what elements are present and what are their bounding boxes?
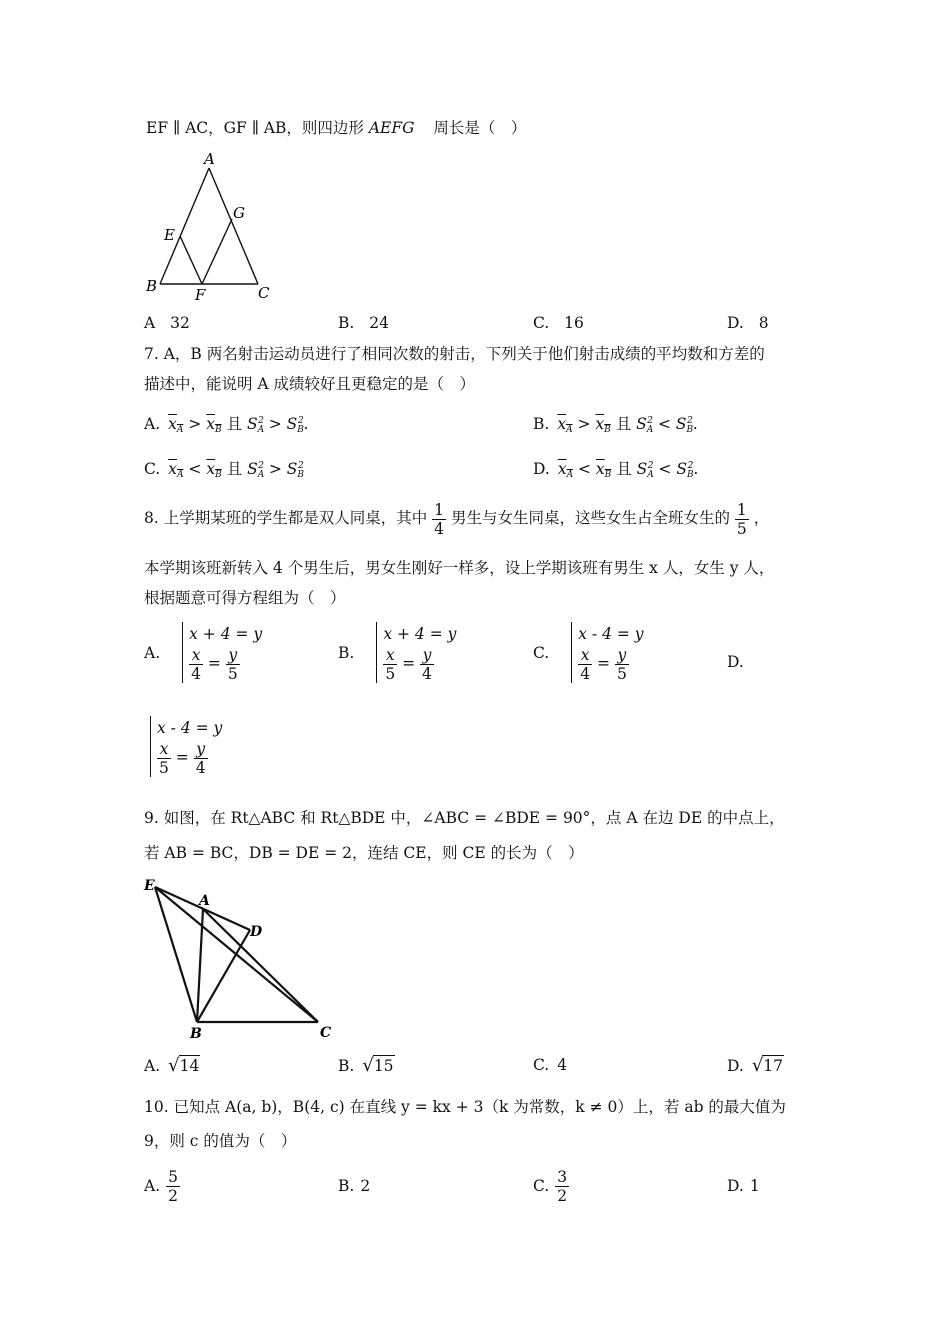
fraction-left <box>157 740 171 777</box>
fraction-numerator: y <box>194 740 208 759</box>
option-label: D. <box>727 1177 744 1195</box>
q8-text-part1: 8. 上学期某班的学生都是双人同桌，其中 <box>144 509 428 527</box>
q6-stem-condition: EF ∥ AC，GF ∥ AB，则四边形 <box>146 119 364 137</box>
comparison-sign: < <box>653 460 677 478</box>
fraction-right <box>226 646 240 683</box>
superscript-square: 2 <box>647 461 654 471</box>
q10-line1: 10. 已知点 A(a, b)，B(4, c) 在直线 y = kx + 3（k 为常数，k ≠ 0）上，若 ab 的最大值为 <box>144 1098 786 1116</box>
option-label: A. <box>144 1177 161 1195</box>
conjunction: 且 <box>610 415 637 433</box>
fig9-label-a: A <box>199 893 210 909</box>
superscript-square: 2 <box>687 461 694 471</box>
equation-one: x - 4 = y <box>157 719 223 737</box>
fig6-label-a: A <box>204 150 215 168</box>
option-value <box>362 1057 394 1075</box>
q8-line3: 根据题意可得方程组为（ ） <box>144 589 346 607</box>
subscript-b: B <box>686 470 694 480</box>
subscript-a: A <box>176 425 184 435</box>
option-label: B. <box>338 314 355 332</box>
radical-icon: √ <box>751 1055 764 1076</box>
option-value <box>168 1057 200 1075</box>
option-label: C. <box>533 1177 550 1195</box>
subscript-a: A <box>257 470 265 480</box>
option-label: D. <box>533 460 550 478</box>
subscript-b: B <box>297 425 304 435</box>
superscript-square: 2 <box>687 416 693 426</box>
option-label: B. <box>338 1057 355 1075</box>
radical-icon: √ <box>168 1055 180 1076</box>
fraction-right <box>194 740 208 777</box>
fraction-denominator: 5 <box>227 665 238 683</box>
fraction-denominator: 5 <box>159 759 169 777</box>
fraction-denominator: 2 <box>168 1186 178 1205</box>
q10-option-d[interactable] <box>727 1164 760 1208</box>
fraction-left <box>578 646 592 683</box>
option-label: A. <box>144 1057 161 1075</box>
fraction-numerator: y <box>420 646 434 665</box>
mean-a-symbol: $x_A$ <box>557 460 574 480</box>
subscript-a: A <box>257 425 265 435</box>
option-label: B. <box>338 1177 355 1195</box>
subscript-a: A <box>647 470 654 480</box>
q7-option-c[interactable] <box>144 456 304 485</box>
fraction-numerator: y <box>226 646 240 665</box>
mean-b-symbol: $x_B$ <box>206 415 222 435</box>
fraction-left <box>189 646 203 683</box>
q10-option-c[interactable] <box>533 1164 569 1208</box>
option-label: C. <box>533 1056 550 1074</box>
option-label: B. <box>338 643 355 662</box>
fraction-numerator: 1 <box>434 500 445 519</box>
subscript-b: B <box>604 425 611 435</box>
equation-system <box>376 622 456 683</box>
subscript-b: B <box>686 425 694 435</box>
fraction-denominator: 5 <box>736 519 747 538</box>
plain-value: 2 <box>360 1177 371 1195</box>
conjunction: 且 <box>221 415 247 433</box>
q7-option-b[interactable] <box>533 411 698 440</box>
fig6-label-f: F <box>195 286 206 304</box>
subscript-a: A <box>566 470 574 480</box>
option-label: A. <box>144 643 161 662</box>
q8-fraction-fifth <box>735 501 749 538</box>
q7-option-a[interactable] <box>144 411 309 440</box>
q8-option-a[interactable] <box>144 622 262 683</box>
option-value <box>752 1057 784 1075</box>
subscript-a: A <box>566 425 573 435</box>
option-label: C. <box>533 314 550 332</box>
fraction-numerator: 3 <box>557 1167 568 1186</box>
option-value: 24 <box>369 314 389 332</box>
fig6-label-g: G <box>233 204 245 222</box>
q9-option-d[interactable] <box>727 1055 784 1076</box>
variance-b-symbol: $S_B^2$ <box>675 415 694 435</box>
fraction-right <box>420 646 434 683</box>
q10-line2: 9，则 c 的值为（ ） <box>144 1132 297 1150</box>
superscript-square: 2 <box>298 461 304 471</box>
plain-value: 1 <box>749 1177 760 1195</box>
q6-option-a[interactable] <box>144 313 190 333</box>
q8-option-d-system[interactable] <box>142 716 222 777</box>
variance-b-symbol: $S_B^2$ <box>286 415 304 435</box>
comparison-sign: < <box>183 460 207 478</box>
option-label: A. <box>144 415 161 433</box>
fraction-denominator: 4 <box>434 519 445 538</box>
equals-sign: = <box>170 748 194 767</box>
equation-two <box>189 646 262 683</box>
fig6-label-b: B <box>146 277 158 295</box>
fraction-left <box>383 646 397 683</box>
q7-line2: 描述中，能说明 A 成绩较好且更稳定的是（ ） <box>144 375 476 393</box>
fig6-label-c: C <box>258 284 270 302</box>
fraction-denominator: 4 <box>422 665 432 683</box>
fraction-numerator: 1 <box>736 500 747 519</box>
equation-one: x + 4 = y <box>189 625 263 643</box>
superscript-square: 2 <box>647 416 654 426</box>
fraction-numerator: x <box>157 740 171 759</box>
option-label: D. <box>727 314 744 332</box>
fraction-numerator: x <box>383 646 397 665</box>
option-label: B. <box>533 415 550 433</box>
variance-b-symbol: $S_B^2$ <box>286 460 305 480</box>
option-label: D. <box>727 1057 744 1075</box>
option-value <box>557 1056 567 1074</box>
q8-line2: 本学期该班新转入 4 个男生后，男女生刚好一样多，设上学期该班有男生 x 人，女生 y 人， <box>144 559 775 577</box>
mean-a-symbol: $x_A$ <box>557 415 573 435</box>
variance-a-symbol: $S_A^2$ <box>246 415 265 435</box>
subscript-a: A <box>646 425 654 435</box>
q6-option-b[interactable] <box>338 313 389 333</box>
q8-text-part2: 男生与女生同桌，这些女生占全班女生的 <box>450 509 730 527</box>
q8-fraction-quarter <box>432 501 446 538</box>
q9-option-b[interactable] <box>338 1055 395 1076</box>
radicand: 14 <box>179 1057 200 1075</box>
q9-option-c[interactable] <box>533 1055 567 1075</box>
q10-option-b[interactable] <box>338 1164 370 1208</box>
option-label: C. <box>533 643 550 662</box>
q6-stem <box>146 118 526 138</box>
q6-option-c[interactable] <box>533 313 584 333</box>
mean-a-symbol: $x_A$ <box>168 415 184 435</box>
fig6-label-e: E <box>164 226 175 244</box>
comparison-sign: < <box>573 460 596 478</box>
comparison-sign: > <box>263 460 287 478</box>
option-value: 32 <box>170 314 190 332</box>
q6-option-d[interactable] <box>727 313 769 333</box>
option-value: 16 <box>564 314 584 332</box>
option-label: C. <box>144 460 161 478</box>
fraction-numerator: 5 <box>168 1167 178 1186</box>
fraction-right <box>615 646 629 683</box>
fraction-denominator: 4 <box>191 665 201 683</box>
comparison-sign: > <box>572 415 596 433</box>
q6-stem-tail: 周长是（ ） <box>433 119 527 137</box>
q9-option-a[interactable] <box>144 1055 200 1076</box>
variance-b-symbol: $S_B^2$ <box>676 460 694 480</box>
q7-line1: 7. A，B 两名射击运动员进行了相同次数的射击，下列关于他们射击成绩的平均数和方差的 <box>144 345 765 363</box>
q9-triangle-figure <box>140 872 340 1047</box>
equals-sign: = <box>397 654 421 673</box>
fraction-denominator: 2 <box>557 1186 568 1205</box>
subscript-b: B <box>604 470 612 480</box>
q8-option-d-label[interactable]: D. <box>727 653 744 671</box>
subscript-b: B <box>214 425 222 435</box>
plain-value: 4 <box>557 1056 568 1074</box>
equation-one: x - 4 = y <box>578 625 644 643</box>
mean-b-symbol: $x_B$ <box>595 460 612 480</box>
equation-two <box>578 646 643 683</box>
q9-line1: 9. 如图，在 Rt△ABC 和 Rt△BDE 中，∠ABC = ∠BDE = 90°，点 A 在边 DE 的中点上， <box>144 809 785 827</box>
q10-option-a[interactable] <box>144 1164 180 1208</box>
variance-a-symbol: $S_A^2$ <box>636 460 654 480</box>
option-fraction <box>555 1168 569 1205</box>
mean-b-symbol: $x_B$ <box>206 460 222 480</box>
superscript-square: 2 <box>258 416 264 426</box>
mean-a-symbol: $x_A$ <box>168 460 184 480</box>
q8-line1 <box>144 496 769 540</box>
option-value: 8 <box>758 314 769 332</box>
radicand: 17 <box>763 1057 784 1075</box>
equals-sign: = <box>203 654 226 673</box>
period: . <box>692 415 698 433</box>
q7-option-d[interactable] <box>533 456 698 485</box>
q8-option-c[interactable] <box>533 622 644 683</box>
fig9-label-b: B <box>190 1026 202 1042</box>
q6-triangle-figure <box>140 150 280 305</box>
mean-b-symbol: $x_B$ <box>595 415 611 435</box>
fraction-numerator: x <box>189 646 203 665</box>
fraction-denominator: 5 <box>616 665 627 683</box>
fraction-numerator: x <box>578 646 592 665</box>
q6-stem-quad: AEFG <box>368 119 415 137</box>
conjunction: 且 <box>221 460 248 478</box>
radical-icon: √ <box>362 1055 374 1076</box>
conjunction: 且 <box>611 460 637 478</box>
period: . <box>693 460 699 478</box>
fig9-label-d: D <box>250 924 263 940</box>
fraction-denominator: 4 <box>580 665 591 683</box>
variance-a-symbol: $S_A^2$ <box>636 415 654 435</box>
fig9-label-c: C <box>320 1025 332 1041</box>
option-label: A <box>144 314 156 332</box>
equals-sign: = <box>592 654 615 673</box>
fraction-denominator: 4 <box>195 759 206 777</box>
fraction-denominator: 5 <box>385 665 396 683</box>
q8-option-b[interactable] <box>338 622 456 683</box>
subscript-a: A <box>176 470 184 480</box>
equation-one: x + 4 = y <box>383 625 457 643</box>
q9-line2: 若 AB = BC，DB = DE = 2，连结 CE，则 CE 的长为（ ） <box>144 844 584 862</box>
superscript-square: 2 <box>258 461 264 471</box>
subscript-b: B <box>215 470 222 480</box>
fraction-numerator: y <box>615 646 629 665</box>
equation-two <box>383 646 456 683</box>
subscript-b: B <box>297 470 305 480</box>
period: . <box>303 415 309 433</box>
comparison-sign: < <box>653 415 676 433</box>
equation-two <box>157 740 222 777</box>
comparison-sign: > <box>183 415 207 433</box>
variance-a-symbol: $S_A^2$ <box>247 460 265 480</box>
comparison-sign: > <box>263 415 287 433</box>
equation-system <box>150 716 222 777</box>
radicand: 15 <box>373 1057 394 1075</box>
fig9-label-e: E <box>144 878 155 894</box>
q8-text-part3: ， <box>753 509 770 527</box>
option-fraction <box>166 1168 180 1205</box>
superscript-square: 2 <box>297 416 304 426</box>
equation-system <box>571 622 643 683</box>
equation-system <box>182 622 262 683</box>
